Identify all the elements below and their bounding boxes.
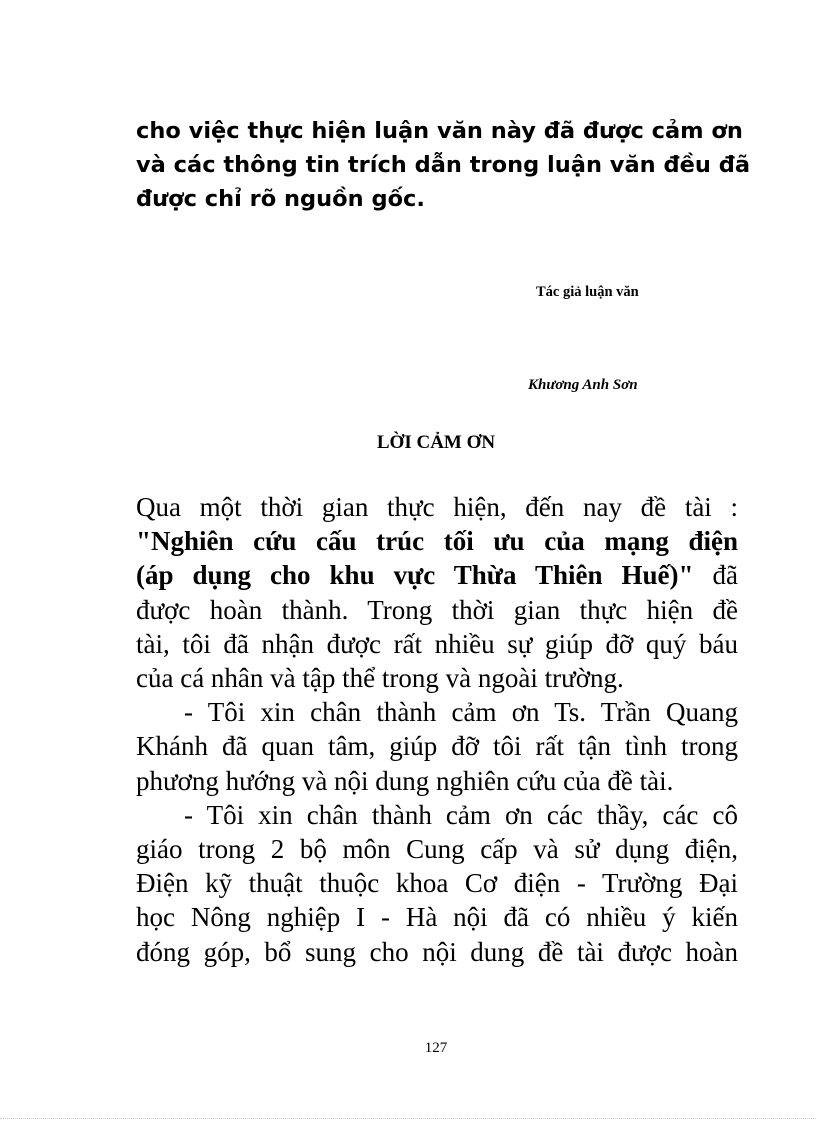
section-title: LỜI CẢM ƠN xyxy=(376,432,496,453)
body-line: Điện kỹ thuật thuộc khoa Cơ điện - Trường Đại xyxy=(136,868,738,899)
body-line xyxy=(136,558,738,592)
author-name: Khương Anh Sơn xyxy=(528,377,638,393)
body-line-tail: đã xyxy=(693,560,738,591)
declaration-paragraph xyxy=(136,114,751,216)
body-line: được hoàn thành. Trong thời gian thực hiện đề xyxy=(136,594,738,625)
thesis-title-part: (áp dụng cho khu vực Thừa Thiên Huế)" xyxy=(136,560,694,591)
body-line: giáo trong 2 bộ môn Cung cấp và sử dụng điện, xyxy=(136,834,738,865)
declaration-line: được chỉ rõ nguồn gốc. xyxy=(136,186,425,212)
thesis-title-line: "Nghiên cứu cấu trúc tối ưu của mạng điện xyxy=(136,526,738,557)
declaration-line: cho việc thực hiện luận văn này đã được cảm ơn xyxy=(136,118,743,144)
body-line: - Tôi xin chân thành cảm ơn Ts. Trần Quang xyxy=(184,697,738,728)
body-line: - Tôi xin chân thành cảm ơn các thầy, các cô xyxy=(184,799,738,830)
declaration-line: và các thông tin trích dẫn trong luận văn đều đã xyxy=(136,152,751,178)
author-label: Tác giả luận văn xyxy=(536,284,639,300)
body-line: phương hướng và nội dung nghiên cứu của đề tài. xyxy=(136,765,674,796)
body-line: Qua một thời gian thực hiện, đến nay đề tài : xyxy=(136,492,738,522)
body-line: Khánh đã quan tâm, giúp đỡ tôi rất tận tình trong xyxy=(136,731,738,762)
body-line: của cá nhân và tập thể trong và ngoài trường. xyxy=(136,663,624,694)
body-line: đóng góp, bổ sung cho nội dung đề tài được hoàn xyxy=(136,936,738,967)
body-line: tài, tôi đã nhận được rất nhiều sự giúp đỡ quý báu xyxy=(136,628,738,659)
page-number: 127 xyxy=(424,1040,448,1056)
page-bottom-rule xyxy=(0,1118,816,1119)
acknowledgement-body xyxy=(136,490,738,969)
body-line: học Nông nghiệp I - Hà nội đã có nhiều ý kiến xyxy=(136,902,738,933)
